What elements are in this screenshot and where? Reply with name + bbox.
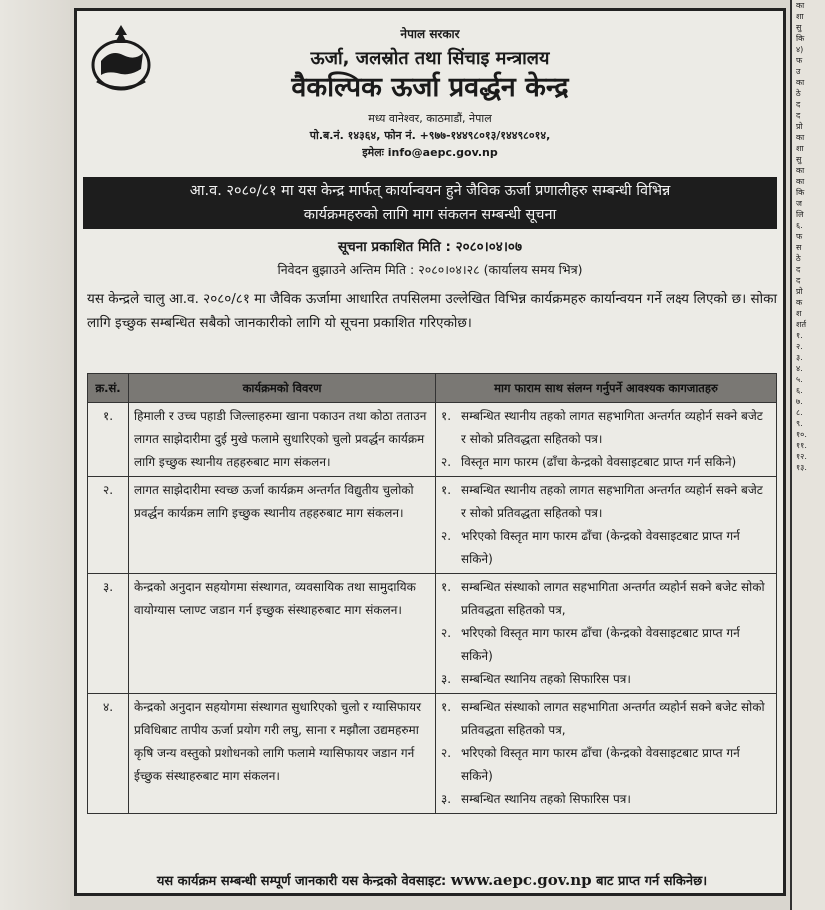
adjacent-column-right bbox=[790, 0, 825, 910]
adjacent-fragment: द bbox=[796, 276, 801, 285]
document-item bbox=[441, 479, 771, 525]
document-item bbox=[441, 742, 771, 788]
adjacent-fragment: १२. bbox=[796, 452, 807, 461]
notice-title-banner bbox=[83, 177, 777, 229]
published-date: सूचना प्रकाशित मिति : २०८०।०४।०७ bbox=[338, 239, 522, 255]
document-item-text: सम्बन्धित स्थानिय तहको सिफारिस पत्र। bbox=[461, 792, 631, 806]
adjacent-fragment: ज bbox=[796, 199, 802, 208]
adjacent-fragment: शा bbox=[796, 144, 804, 153]
document-item-number: १. bbox=[441, 409, 452, 423]
adjacent-fragment: का bbox=[796, 166, 805, 175]
required-documents bbox=[436, 403, 777, 477]
adjacent-fragment: शर्त bbox=[796, 320, 806, 329]
table-row bbox=[88, 574, 777, 694]
adjacent-fragment: २. bbox=[796, 342, 803, 351]
table-header-row bbox=[88, 374, 777, 403]
adjacent-fragment: ४. bbox=[796, 364, 803, 373]
adjacent-fragment: ३. bbox=[796, 353, 803, 362]
ministry-name: ऊर्जा, जलस्रोत तथा सिंचाइ मन्त्रालय bbox=[310, 48, 550, 69]
adjacent-fragment: उ bbox=[796, 67, 801, 76]
document-item-number: १. bbox=[441, 483, 452, 497]
document-item-number: ३. bbox=[441, 792, 452, 806]
adjacent-fragment: कि bbox=[796, 188, 805, 197]
adjacent-fragment: कि bbox=[796, 34, 805, 43]
adjacent-fragment: द bbox=[796, 100, 801, 109]
required-documents bbox=[436, 477, 777, 574]
adjacent-fragment: द bbox=[796, 111, 801, 120]
adjacent-fragment: ६. bbox=[796, 386, 803, 395]
adjacent-fragment: ११. bbox=[796, 441, 807, 450]
center-name: वैकल्पिक ऊर्जा प्रवर्द्धन केन्द्र bbox=[291, 72, 569, 103]
program-description: हिमाली र उच्च पहाडी जिल्लाहरुमा खाना पकाउन तथा कोठा तताउन लागत साझेदारीमा दुई मुखे फलामे सुधारिएको चुलो प्रवर्द्धन कार्यक्रम लागि इच्छुक स्थानीय तहहरुबाट माग संकलन। bbox=[129, 403, 436, 477]
letterhead bbox=[77, 25, 783, 161]
adjacent-fragment: शा bbox=[796, 12, 804, 21]
adjacent-fragment: ठे bbox=[796, 254, 801, 263]
document-item-text: सम्बन्धित स्थानिय तहको सिफारिस पत्र। bbox=[461, 672, 631, 686]
document-item-text: सम्बन्धित स्थानीय तहको लागत सहभागिता अन्तर्गत व्यहोर्न सक्ने बजेट र सोको प्रतिवद्धता सहितको पत्र। bbox=[461, 483, 763, 520]
document-item bbox=[441, 525, 771, 571]
document-item bbox=[441, 405, 771, 451]
row-number: ४. bbox=[88, 694, 129, 814]
program-description: केन्द्रको अनुदान सहयोगमा संस्थागत, व्यवसायिक तथा सामुदायिक वायोग्यास प्लाण्ट जडान गर्न इच्छुक संस्थाहरुबाट माग संकलन। bbox=[129, 574, 436, 694]
notice bbox=[74, 8, 786, 896]
document-item-text: सम्बन्धित स्थानीय तहको लागत सहभागिता अन्तर्गत व्यहोर्न सक्ने बजेट र सोको प्रतिवद्धता सहितको पत्र। bbox=[461, 409, 763, 446]
required-documents bbox=[436, 694, 777, 814]
adjacent-fragment: ४) bbox=[796, 45, 804, 54]
adjacent-fragment: ९. bbox=[796, 419, 803, 428]
adjacent-fragment: क bbox=[796, 298, 803, 307]
adjacent-fragment: श bbox=[796, 309, 802, 318]
document-item-text: भरिएको विस्तृत माग फारम ढाँचा (केन्द्रको वेवसाइटबाट प्राप्त गर्न सकिने) bbox=[461, 529, 740, 566]
website-link[interactable]: www.aepc.gov.np bbox=[450, 871, 592, 889]
adjacent-fragment: फ bbox=[796, 56, 803, 65]
row-number: ३. bbox=[88, 574, 129, 694]
document-item-text: सम्बन्धित संस्थाको लागत सहभागिता अन्तर्गत व्यहोर्न सक्ने बजेट सोको प्रतिवद्धता सहितको पत्र, bbox=[461, 700, 765, 737]
document-item-number: २. bbox=[441, 626, 452, 640]
adjacent-fragment: द bbox=[796, 265, 801, 274]
adjacent-fragment: प्रो bbox=[796, 122, 803, 131]
row-number: २. bbox=[88, 477, 129, 574]
document-item bbox=[441, 622, 771, 668]
document-item-text: सम्बन्धित संस्थाको लागत सहभागिता अन्तर्गत व्यहोर्न सक्ने बजेट सोको प्रतिवद्धता सहितको पत्र, bbox=[461, 580, 765, 617]
document-item-text: विस्तृत माग फारम (ढाँचा केन्द्रको वेवसाइटबाट प्राप्त गर्न सकिने) bbox=[461, 455, 737, 469]
document-item-number: १. bbox=[441, 580, 452, 594]
document-item bbox=[441, 788, 771, 811]
adjacent-fragment: का bbox=[796, 133, 805, 142]
document-item-text: भरिएको विस्तृत माग फारम ढाँचा (केन्द्रको वेवसाइटबाट प्राप्त गर्न सकिने) bbox=[461, 746, 740, 783]
adjacent-fragment: ८. bbox=[796, 408, 803, 417]
document-item bbox=[441, 576, 771, 622]
adjacent-fragment: ठे bbox=[796, 89, 801, 98]
contact-info: पो.ब.नं. १४३६४, फोन नं. +९७७-१४४९८०१३/१४४९८०१४, bbox=[309, 129, 551, 142]
adjacent-fragment: सु bbox=[796, 23, 802, 32]
footer-note: यस कार्यक्रम सम्बन्धी सम्पूर्ण जानकारी यस केन्द्रको वेवसाइट: www.aepc.gov.np बाट प्राप्त गर्न सकिनेछ। bbox=[156, 871, 708, 889]
document-item-number: २. bbox=[441, 455, 452, 469]
table-row bbox=[88, 694, 777, 814]
application-deadline: निवेदन बुझाउने अन्तिम मिति : २०८०।०४।२८ (कार्यालय समय भित्र) bbox=[277, 262, 583, 277]
adjacent-fragment: प्रो bbox=[796, 287, 803, 296]
table-row bbox=[88, 403, 777, 477]
adjacent-fragment: ६. bbox=[796, 221, 803, 230]
adjacent-fragment: लि bbox=[796, 210, 804, 219]
table-row bbox=[88, 477, 777, 574]
document-item-number: १. bbox=[441, 700, 452, 714]
document-item-number: २. bbox=[441, 529, 452, 543]
intro-paragraph: यस केन्द्रले चालु आ.व. २०८०/८१ मा जैविक ऊर्जामा आधारित तपसिलमा उल्लेखित विभिन्न कार्यक्रमहरु कार्यान्वयन गर्ने लक्ष्य लिएको छ। सोका लागि इच्छुक सम्बन्धित सबैको जानकारीको लागि यो सूचना प्रकाशित गरिएकोछ। bbox=[87, 291, 777, 331]
document-item bbox=[441, 451, 771, 474]
footer-suffix: बाट प्राप्त गर्न सकिनेछ। bbox=[596, 874, 708, 889]
required-documents bbox=[436, 574, 777, 694]
adjacent-fragment: स bbox=[796, 243, 802, 252]
adjacent-fragment: १३. bbox=[796, 463, 807, 472]
document-item-text: भरिएको विस्तृत माग फारम ढाँचा (केन्द्रको वेवसाइटबाट प्राप्त गर्न सकिने) bbox=[461, 626, 740, 663]
col-header-number: क्र.सं. bbox=[88, 374, 129, 403]
adjacent-fragment: का bbox=[796, 177, 805, 186]
programs-table bbox=[87, 373, 777, 814]
program-description: केन्द्रको अनुदान सहयोगमा संस्थागत सुधारिएको चुलो र ग्यासिफायर प्रविधिबाट तापीय ऊर्जा प्रयोग गरी लघु, साना र मझौला उद्यमहरुमा कृषि जन्य वस्तुको प्रशोधनको लागि फलामे ग्यासिफायर जडान गर्न ईच्छुक संस्थाहरुबाट माग संकलन। bbox=[129, 694, 436, 814]
adjacent-fragment: ७. bbox=[796, 397, 803, 406]
col-header-description: कार्यक्रमको विवरण bbox=[129, 374, 436, 403]
adjacent-fragment: १०. bbox=[796, 430, 807, 439]
adjacent-fragment: ५. bbox=[796, 375, 803, 384]
col-header-documents: माग फाराम साथ संलग्न गर्नुपर्ने आवश्यक कागजातहरु bbox=[436, 374, 777, 403]
document-item bbox=[441, 668, 771, 691]
document-item bbox=[441, 696, 771, 742]
program-description: लागत साझेदारीमा स्वच्छ ऊर्जा कार्यक्रम अन्तर्गत विद्युतीय चुलोको प्रवर्द्धन कार्यक्रम लागि इच्छुक स्थानीय तहहरुबाट माग संकलन। bbox=[129, 477, 436, 574]
row-number: १. bbox=[88, 403, 129, 477]
government-name: नेपाल सरकार bbox=[400, 27, 460, 41]
adjacent-column-left bbox=[0, 0, 70, 910]
adjacent-fragment: सु bbox=[796, 155, 802, 164]
banner-line-2: कार्यक्रमहरुको लागि माग संकलन सम्बन्धी सूचना bbox=[303, 207, 557, 223]
email: इमेलः info@aepc.gov.np bbox=[362, 146, 498, 159]
adjacent-fragment: १. bbox=[796, 331, 803, 340]
adjacent-fragment: का bbox=[796, 78, 805, 87]
document-item-number: २. bbox=[441, 746, 452, 760]
document-item-number: ३. bbox=[441, 672, 452, 686]
banner-line-1: आ.व. २०८०/८१ मा यस केन्द्र मार्फत् कार्यान्वयन हुने जैविक ऊर्जा प्रणालीहरु सम्बन्धी विभिन्न bbox=[189, 183, 671, 199]
footer-prefix: यस कार्यक्रम सम्बन्धी सम्पूर्ण जानकारी यस केन्द्रको वेवसाइट bbox=[156, 874, 441, 889]
adjacent-fragment: का bbox=[796, 1, 805, 10]
adjacent-fragment: फ bbox=[796, 232, 803, 241]
address: मध्य वानेश्वर, काठमाडौं, नेपाल bbox=[368, 112, 492, 125]
